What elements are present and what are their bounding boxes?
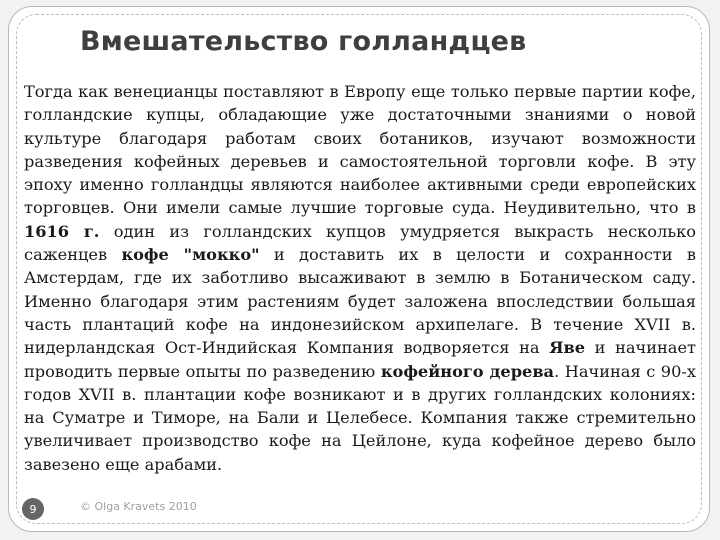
body-segment: . Начиная с 90-х годов XVII в. плантации кофе возникают и в других голландских колониях: на Суматре и Тиморе, на Бали и Целебесе. Компания также стремительно увеличивает производство кофе на Цейлоне, куда кофейное дерево было завезено еще арабами. xyxy=(24,361,696,474)
body-segment-bold: 1616 г. xyxy=(24,221,100,241)
body-segment-bold: Яве xyxy=(549,338,586,358)
page-number-badge: 9 xyxy=(22,498,44,520)
copyright-text: © Olga Kravets 2010 xyxy=(80,500,197,513)
body-segment: и начинает проводить первые опыты по разведению xyxy=(24,338,696,381)
body-segment: и доставить их в целости и сохранности в Амстердам, где их заботливо высаживают в землю в Ботаническом саду. Именно благодаря этим растениям будет заложена впоследствии большая часть плантаций кофе на индонезийском архипелаге. В течение XVII в. нидерландская Ост-Индийская Компания водворяется на xyxy=(24,245,696,358)
body-segment-bold: кофейного дерева xyxy=(380,361,555,381)
body-segment: Тогда как венецианцы поставляют в Европу еще только первые партии кофе, голландские купцы, обладающие уже достаточными знаниями о новой культуре благодаря работам своих ботаников, изучают возможности разведения кофейных деревьев и самостоятельной торговли кофе. В эту эпоху именно голландцы являются наиболее активными среди европейских торговцев. Они имели самые лучшие торговые суда. Неудивительно, что в xyxy=(24,82,696,218)
body-paragraph xyxy=(24,80,696,476)
slide-body xyxy=(24,80,696,476)
body-segment: один из голландских купцов умудряется выкрасть несколько саженцев xyxy=(24,221,697,265)
body-segment-bold: кофе "мокко" xyxy=(121,245,260,265)
slide-title: Вмешательство голландцев xyxy=(80,26,527,57)
